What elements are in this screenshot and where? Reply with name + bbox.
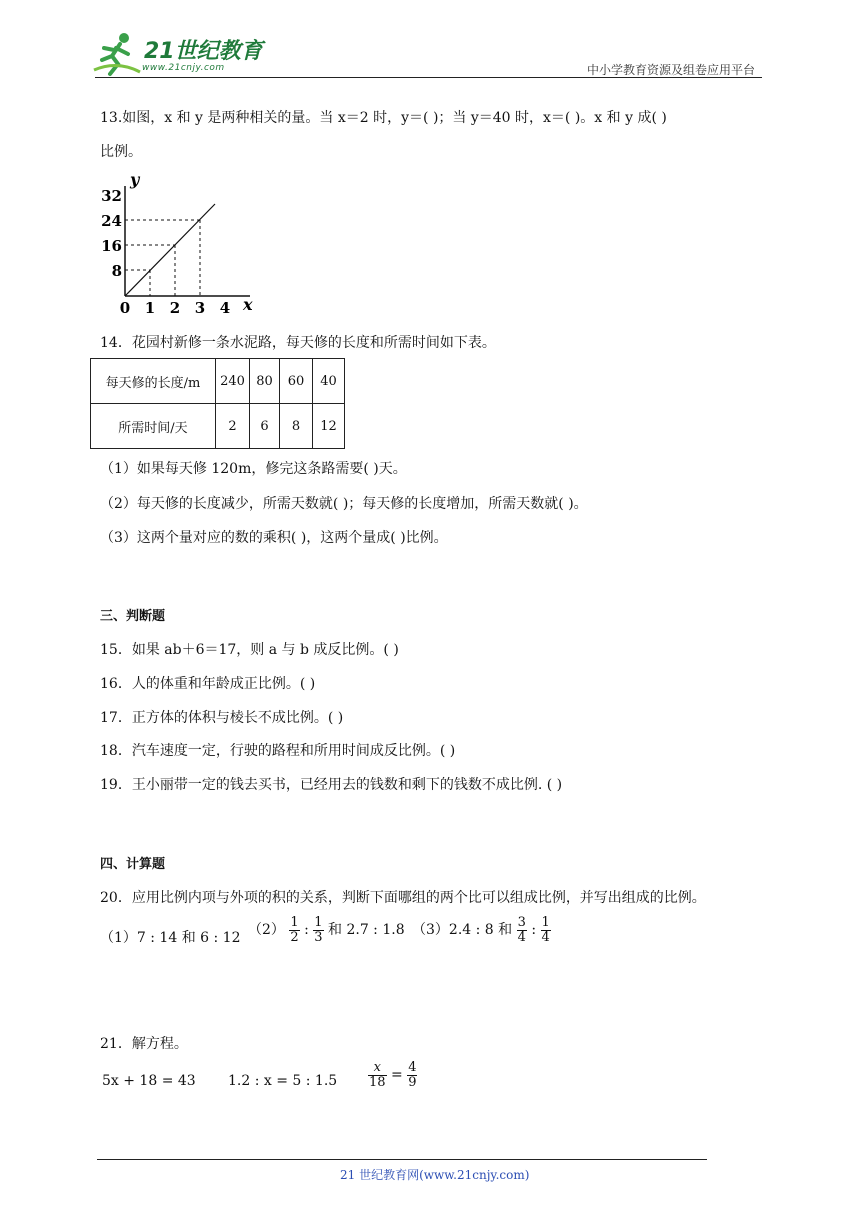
denominator: 9 — [408, 1074, 417, 1090]
x-axis-label: x — [243, 295, 253, 314]
equation-2: 1.2 : x = 5 : 1.5 — [228, 1073, 338, 1089]
table-cell: 每天修的长度/m — [91, 359, 216, 404]
fraction — [368, 1061, 387, 1089]
table-row — [91, 359, 345, 404]
numerator: 1 — [290, 915, 299, 930]
q14-sub3: （3）这两个量对应的数的乘积( )，这两个量成( )比例。 — [100, 530, 448, 546]
fraction — [541, 916, 551, 944]
denominator: 4 — [541, 929, 550, 945]
table-cell: 240 — [216, 359, 250, 404]
platform-name: 中小学教育资源及组卷应用平台 — [586, 63, 755, 77]
equation-3 — [368, 1061, 417, 1089]
q14-sub1: （1）如果每天修 120m，修完这条路需要( )天。 — [100, 461, 407, 477]
denominator: 2 — [290, 929, 299, 945]
q16: 16．人的体重和年龄成正比例。( ) — [100, 676, 316, 692]
table-cell: 6 — [250, 404, 280, 449]
fraction — [517, 916, 527, 944]
footer-rule — [97, 1159, 707, 1160]
numerator: 1 — [541, 915, 550, 930]
x-tick-label: 2 — [169, 299, 181, 317]
footer-text: 21 世纪教育网(www.21cnjy.com) — [340, 1168, 530, 1182]
y-tick-label: 32 — [101, 187, 122, 205]
q14-sub2: （2）每天修的长度减少，所需天数就( )；每天修的长度增加，所需天数就( )。 — [100, 496, 588, 512]
x-tick-label: 4 — [219, 299, 231, 317]
fraction — [289, 916, 299, 944]
numerator: x — [368, 1061, 387, 1076]
numerator: 3 — [517, 915, 526, 930]
table-cell: 80 — [250, 359, 280, 404]
y-tick-label: 24 — [101, 212, 122, 230]
ratio-colon: : — [304, 922, 309, 939]
q20-part1: （1）7 : 14 和 6 : 12 — [100, 930, 241, 946]
part-label: （2） — [248, 922, 285, 939]
q15: 15．如果 ab＋6＝17，则 a 与 b 成反比例。( ) — [100, 642, 399, 658]
q13-graph — [95, 168, 270, 320]
numerator: 4 — [408, 1060, 417, 1075]
table-cell: 2 — [216, 404, 250, 449]
q13-line2: 比例。 — [100, 144, 142, 160]
q14-stem: 14．花园村新修一条水泥路，每天修的长度和所需时间如下表。 — [100, 335, 496, 351]
denominator: 18 — [369, 1074, 386, 1090]
header-rule — [95, 77, 762, 78]
q20-part3 — [412, 916, 551, 944]
x-tick-label: 0 — [119, 299, 131, 317]
q17: 17．正方体的体积与棱长不成比例。( ) — [100, 710, 344, 726]
table-cell: 所需时间/天 — [91, 404, 216, 449]
x-tick-label: 1 — [144, 299, 156, 317]
part-rest: 和 2.7 : 1.8 — [328, 922, 405, 939]
table-cell: 12 — [313, 404, 345, 449]
q20-stem: 20．应用比例内项与外项的积的关系，判断下面哪组的两个比可以组成比例，并写出组成的比例。 — [100, 890, 706, 906]
site-logo — [92, 30, 267, 82]
section3-title: 三、判断题 — [100, 609, 166, 624]
table-cell: 8 — [280, 404, 313, 449]
fraction — [407, 1061, 417, 1089]
y-axis-label: y — [130, 170, 140, 189]
fraction — [313, 916, 323, 944]
logo-url: www.21cnjy.com — [142, 63, 225, 73]
x-tick-label: 3 — [194, 299, 206, 317]
denominator: 4 — [517, 929, 526, 945]
table-cell: 60 — [280, 359, 313, 404]
equals-sign: = — [391, 1067, 403, 1084]
part-label: （3）2.4 : 8 和 — [412, 922, 513, 939]
q13-line1: 13.如图，x 和 y 是两种相关的量。当 x＝2 时，y＝( )；当 y＝40 时，x＝( )。x 和 y 成( ) — [100, 110, 667, 126]
q14-table — [90, 358, 345, 449]
runner-icon — [92, 30, 142, 78]
numerator: 1 — [314, 915, 323, 930]
logo-text: 21世纪教育 — [144, 39, 263, 64]
q21-stem: 21．解方程。 — [100, 1036, 188, 1052]
table-row — [91, 404, 345, 449]
section4-title: 四、计算题 — [100, 857, 166, 872]
ratio-colon: : — [531, 922, 537, 939]
data-line — [125, 204, 215, 296]
equation-1: 5x + 18 = 43 — [102, 1073, 196, 1089]
y-tick-label: 16 — [101, 237, 122, 255]
q20-part2 — [248, 916, 405, 944]
table-cell: 40 — [313, 359, 345, 404]
denominator: 3 — [314, 929, 323, 945]
q19: 19．王小丽带一定的钱去买书，已经用去的钱数和剩下的钱数不成比例. ( ) — [100, 777, 563, 793]
y-tick-label: 8 — [111, 262, 122, 280]
q18: 18．汽车速度一定，行驶的路程和所用时间成反比例。( ) — [100, 743, 456, 759]
